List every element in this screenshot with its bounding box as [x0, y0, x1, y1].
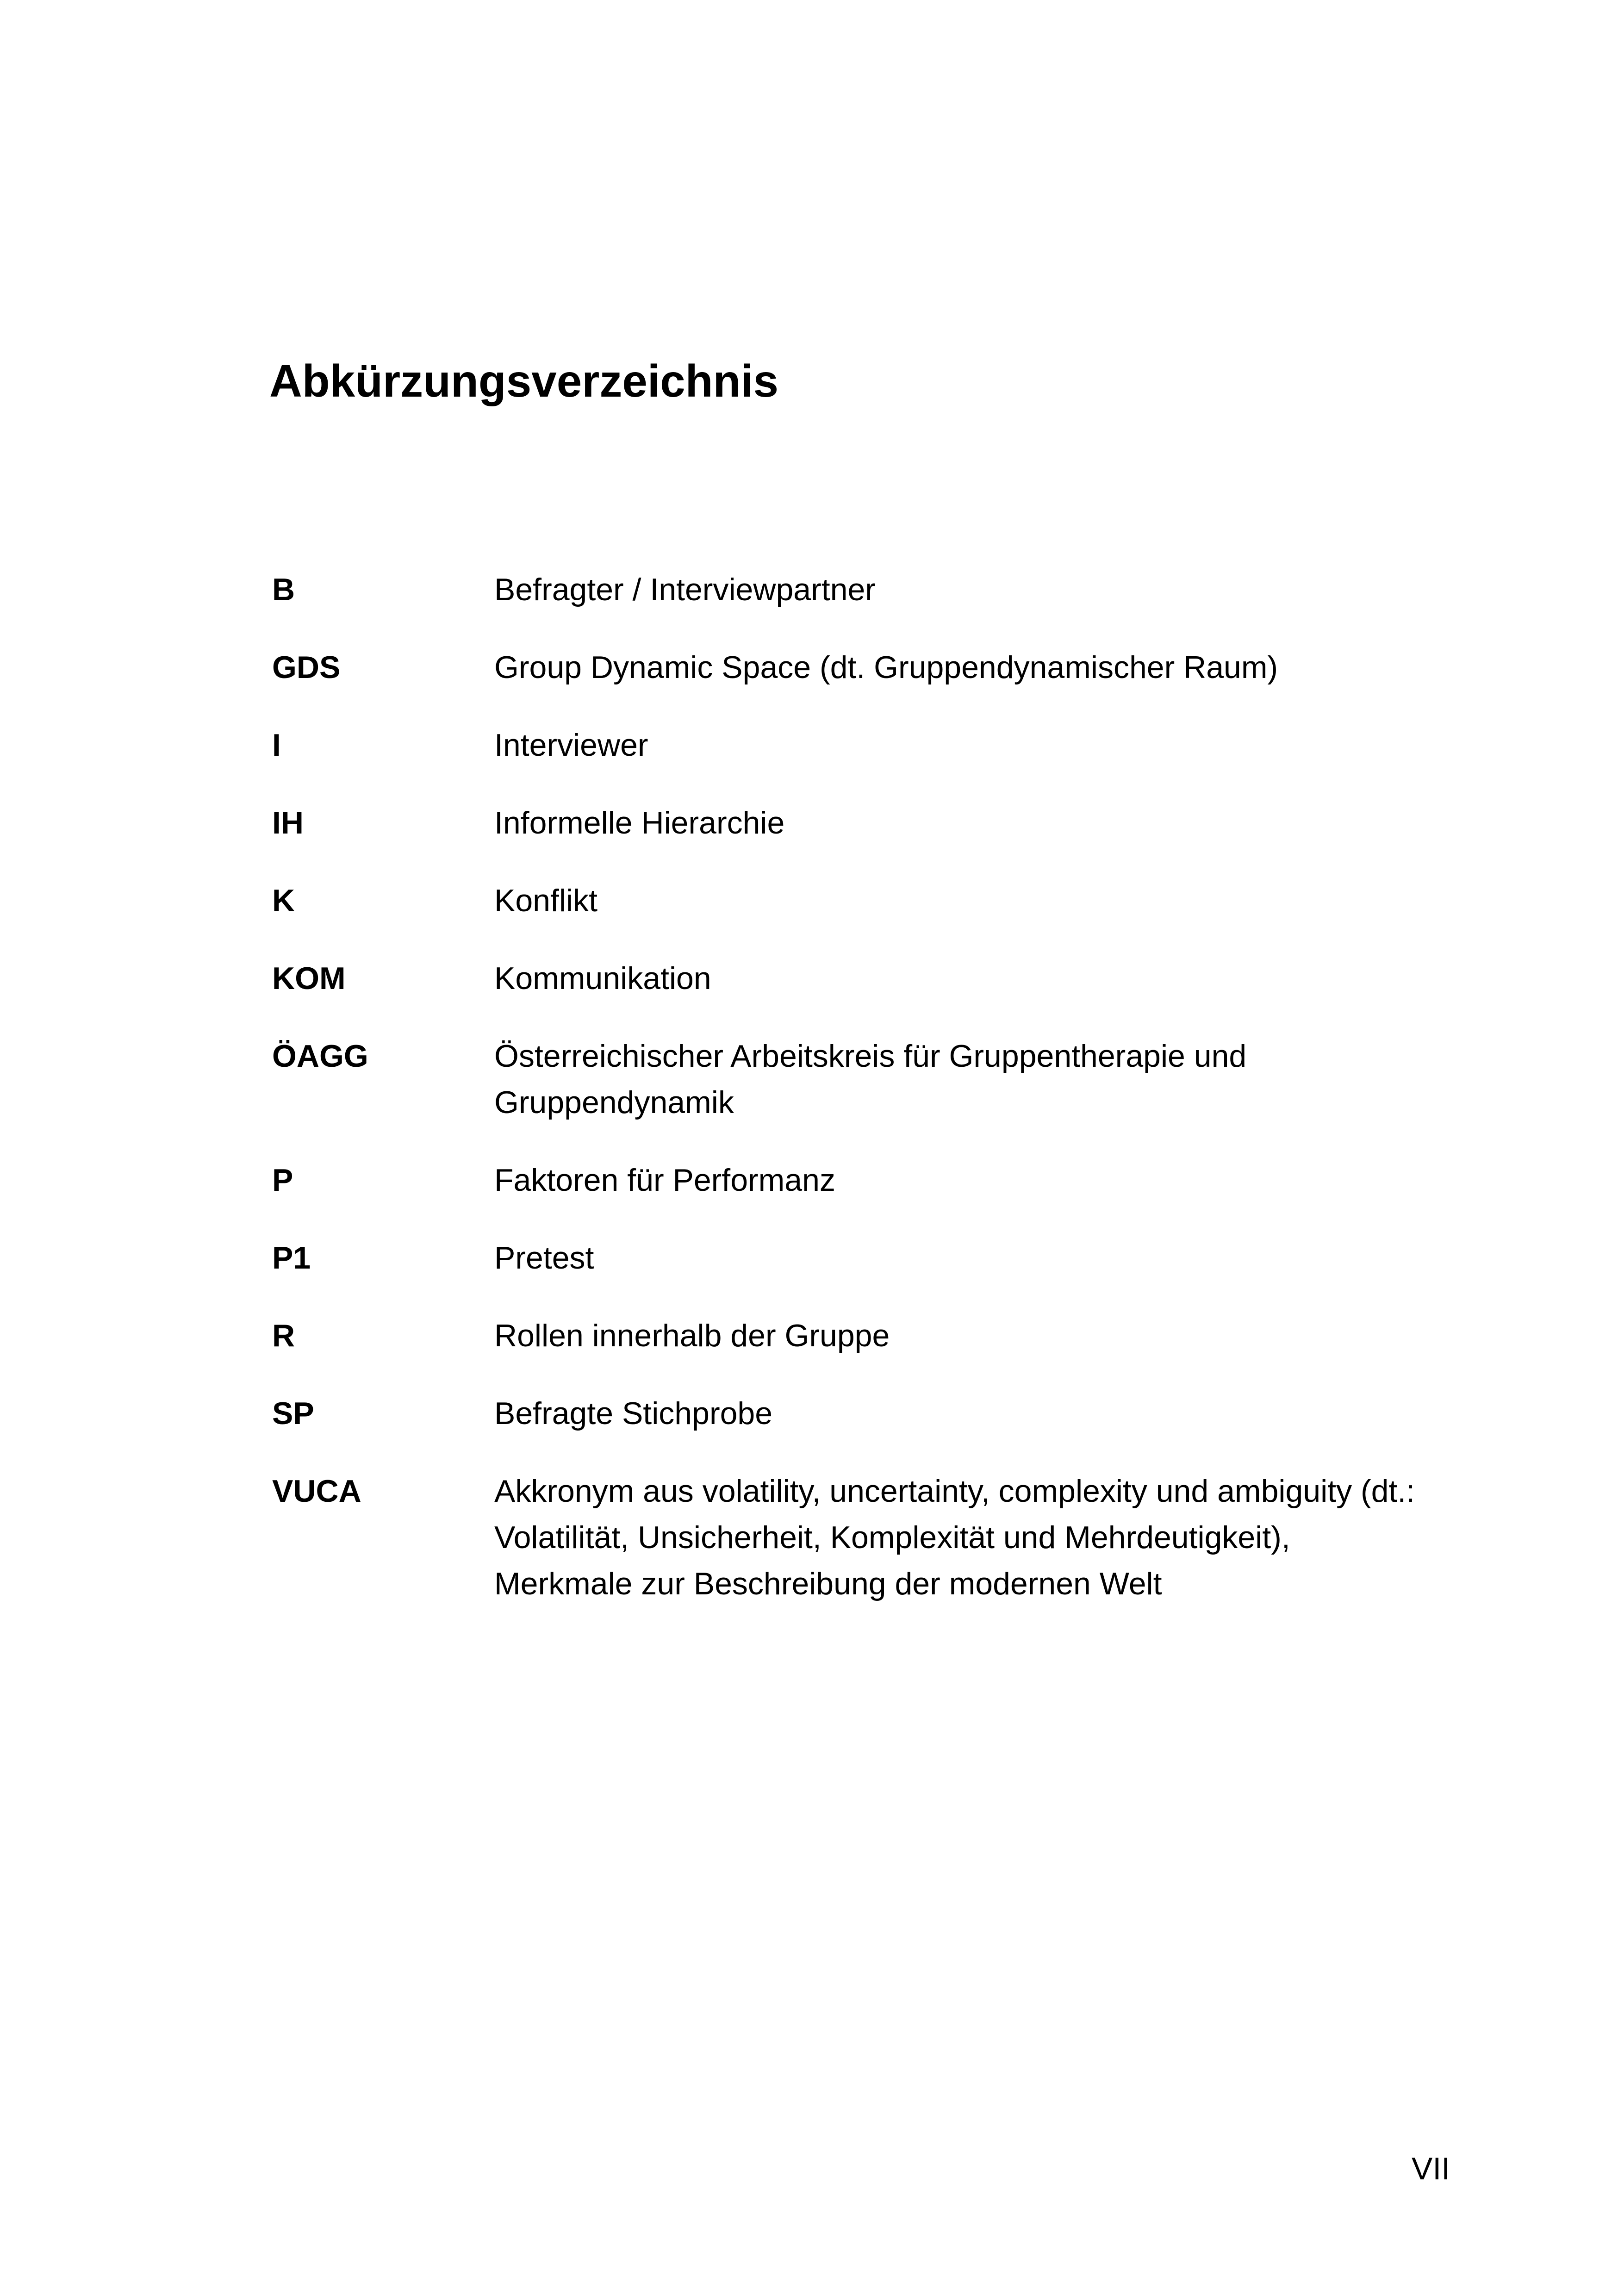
abbreviation-definition: Befragte Stichprobe — [494, 1396, 773, 1431]
abbreviation-row — [272, 1390, 1522, 1437]
abbreviation-definition: Kommunikation — [494, 961, 711, 996]
abbreviation-row — [272, 1235, 1522, 1281]
abbreviation-term: ÖAGG — [272, 1039, 368, 1074]
abbreviation-term: B — [272, 572, 295, 607]
abbreviation-definition: Pretest — [494, 1240, 594, 1276]
abbreviation-term: IH — [272, 805, 304, 840]
abbreviation-definition: Informelle Hierarchie — [494, 805, 785, 840]
abbreviation-row — [272, 877, 1522, 924]
abbreviation-definition: Rollen innerhalb der Gruppe — [494, 1318, 890, 1353]
abbreviation-term: R — [272, 1318, 295, 1353]
abbreviation-row — [272, 1033, 1522, 1126]
definition-line: Gruppendynamik — [494, 1085, 734, 1120]
abbreviation-term: K — [272, 883, 295, 918]
abbreviation-row — [272, 800, 1522, 846]
abbreviation-definition — [494, 1033, 1522, 1126]
abbreviation-row — [272, 955, 1522, 1002]
definition-line: Akkronym aus volatility, uncertainty, complexity und ambiguity (dt.: — [494, 1474, 1415, 1509]
abbreviation-term: VUCA — [272, 1474, 361, 1509]
abbreviation-definition: Interviewer — [494, 728, 648, 763]
abbreviation-definition: Konflikt — [494, 883, 597, 918]
definition-line: Volatilität, Unsicherheit, Komplexität und Mehrdeutigkeit), — [494, 1520, 1290, 1555]
abbreviation-row — [272, 1157, 1522, 1203]
abbreviation-term: KOM — [272, 961, 346, 996]
abbreviation-row — [272, 722, 1522, 768]
abbreviation-definition — [494, 1468, 1522, 1607]
page-title: Abkürzungsverzeichnis — [269, 355, 779, 406]
abbreviation-row — [272, 1468, 1522, 1607]
abbreviation-definition: Group Dynamic Space (dt. Gruppendynamischer Raum) — [494, 650, 1278, 685]
page-number: VII — [1412, 2151, 1450, 2186]
abbreviation-row — [272, 1313, 1522, 1359]
abbreviation-row — [272, 566, 1522, 613]
definition-line: Merkmale zur Beschreibung der modernen Welt — [494, 1566, 1162, 1601]
abbreviation-term: P — [272, 1163, 293, 1198]
abbreviation-definition: Faktoren für Performanz — [494, 1163, 835, 1198]
abbreviation-term: GDS — [272, 650, 341, 685]
abbreviation-definition: Befragter / Interviewpartner — [494, 572, 876, 607]
abbreviation-term: P1 — [272, 1240, 311, 1276]
abbreviation-term: SP — [272, 1396, 314, 1431]
definition-line: Österreichischer Arbeitskreis für Gruppentherapie und — [494, 1039, 1247, 1074]
abbreviation-term: I — [272, 728, 281, 763]
abbreviation-list — [272, 566, 1522, 1638]
abbreviation-row — [272, 644, 1522, 691]
